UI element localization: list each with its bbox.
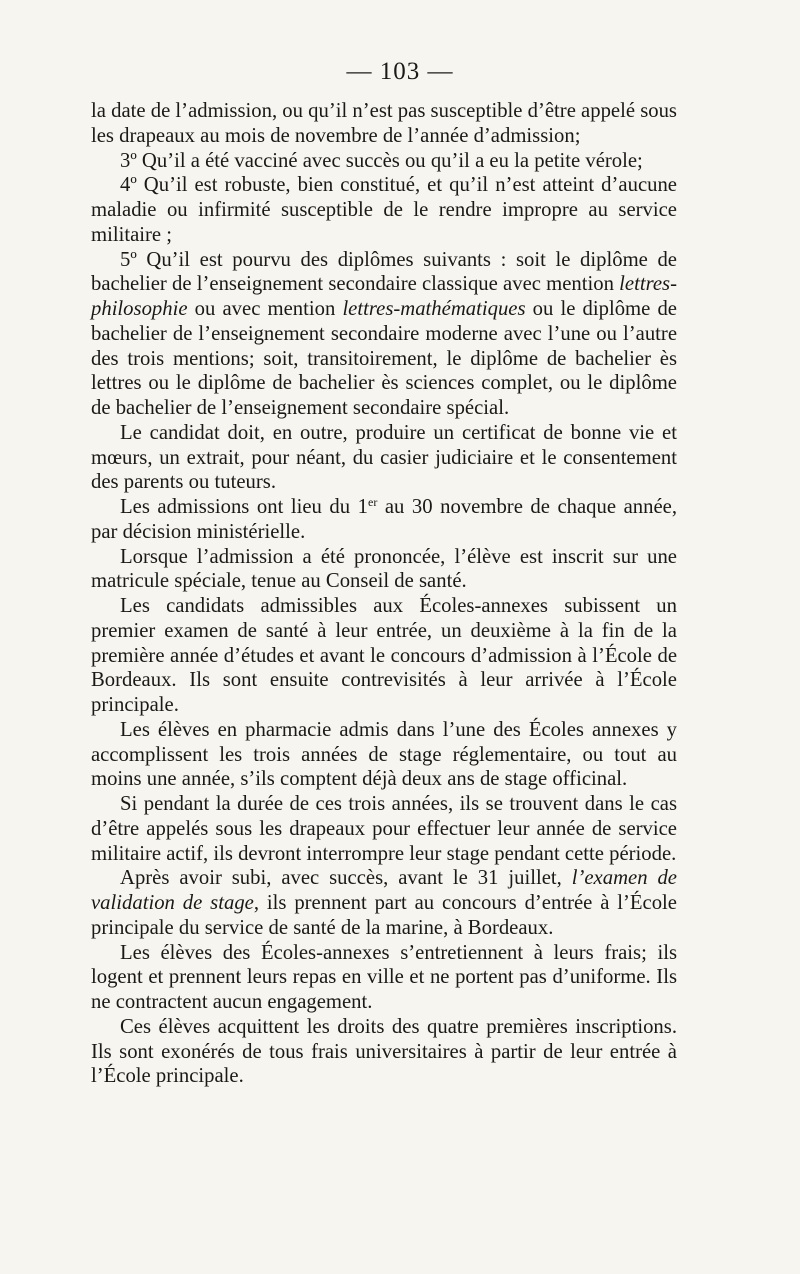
paragraph [91, 941, 677, 1015]
text-segment: Lorsque l’admission a été prononcée, l’élève est inscrit sur une matricule spéciale, tenue au Conseil de santé. [91, 545, 677, 593]
paragraph [91, 545, 677, 595]
text-segment: Ces élèves acquittent les droits des quatre premières inscriptions. Ils sont exonérés de tous frais universitaires à partir de leur entrée à l’École principale. [91, 1015, 677, 1088]
italic-text: lettres-mathématiques [342, 298, 526, 320]
text-segment: 4º Qu’il est robuste, bien constitué, et qu’il n’est atteint d’aucune maladie ou infirmité susceptible de le rendre impropre au service militaire ; [91, 174, 677, 246]
text-segment: Les admissions ont lieu du 1 [120, 496, 368, 518]
paragraph [91, 1015, 677, 1089]
paragraph [91, 421, 677, 495]
text-segment: Le candidat doit, en outre, produire un certificat de bonne vie et mœurs, un extrait, pour néant, du casier judiciaire et le consentement des parents ou tuteurs. [91, 421, 677, 494]
text-segment: Les candidats admissibles aux Écoles-annexes subissent un premier examen de santé à leur entrée, un deuxième à la fin de la première année d’études et avant le concours d’admission à l’École de Bordeaux. Ils sont ensuite contrevisités à leur arrivée à l’École principale. [91, 595, 677, 716]
paragraph [91, 792, 677, 866]
italic-text: l’examen de validation de stage [91, 867, 677, 914]
paragraph [91, 718, 677, 792]
paragraph [91, 99, 677, 149]
text-segment: 3º Qu’il a été vacciné avec succès ou qu’il a eu la petite vérole; [120, 149, 643, 172]
paragraph [91, 173, 677, 247]
paragraph [91, 149, 677, 174]
text-segment: Si pendant la durée de ces trois années, ils se trouvent dans le cas d’être appelés sous les drapeaux pour effectuer leur année de service militaire actif, ils devront interrompre leur stage pendant cette période. [91, 793, 677, 865]
text-segment: au 30 novembre de chaque année, par décision ministérielle. [91, 496, 677, 543]
paragraph [91, 495, 677, 545]
page-number: — 103 — [346, 58, 454, 85]
body-text [91, 99, 677, 1089]
text-segment: ou avec mention [187, 298, 343, 320]
text-segment: 5º Qu’il est pourvu des diplômes suivants : soit le diplôme de bachelier de l’enseignement secondaire classique avec mention [91, 248, 677, 296]
paragraph [91, 866, 677, 940]
text-segment: Les élèves des Écoles-annexes s’entretiennent à leurs frais; ils logent et prennent leurs repas en ville et ne portent pas d’uniforme. Ils ne contractent aucun engagement. [91, 941, 677, 1013]
paragraph [91, 594, 677, 718]
text-segment: la date de l’admission, ou qu’il n’est pas susceptible d’être appelé sous les drapeaux au mois de novembre de l’année d’admission; [91, 100, 677, 147]
text-segment: Après avoir subi, avec succès, avant le 31 juillet, [120, 867, 572, 890]
paragraph [91, 248, 677, 421]
text-segment: Les élèves en pharmacie admis dans l’une des Écoles annexes y accomplissent les trois années de stage réglementaire, ou tout au moins une année, s’ils comptent déjà deux ans de stage officinal. [91, 718, 677, 791]
italic-text: lettres-philosophie [91, 273, 677, 320]
text-segment: ou le diplôme de bachelier de l’enseignement secondaire moderne avec l’une ou l’autre des trois mentions; soit, transitoirement, le diplôme de bachelier ès lettres ou le diplôme de bachelier ès sciences complet, ou le diplôme de bachelier de l’enseignement secondaire spécial. [91, 298, 677, 419]
text-segment: , ils prennent part au concours d’entrée à l’École principale du service de santé de la marine, à Bordeaux. [91, 892, 677, 939]
superscript-text: er [368, 495, 378, 509]
